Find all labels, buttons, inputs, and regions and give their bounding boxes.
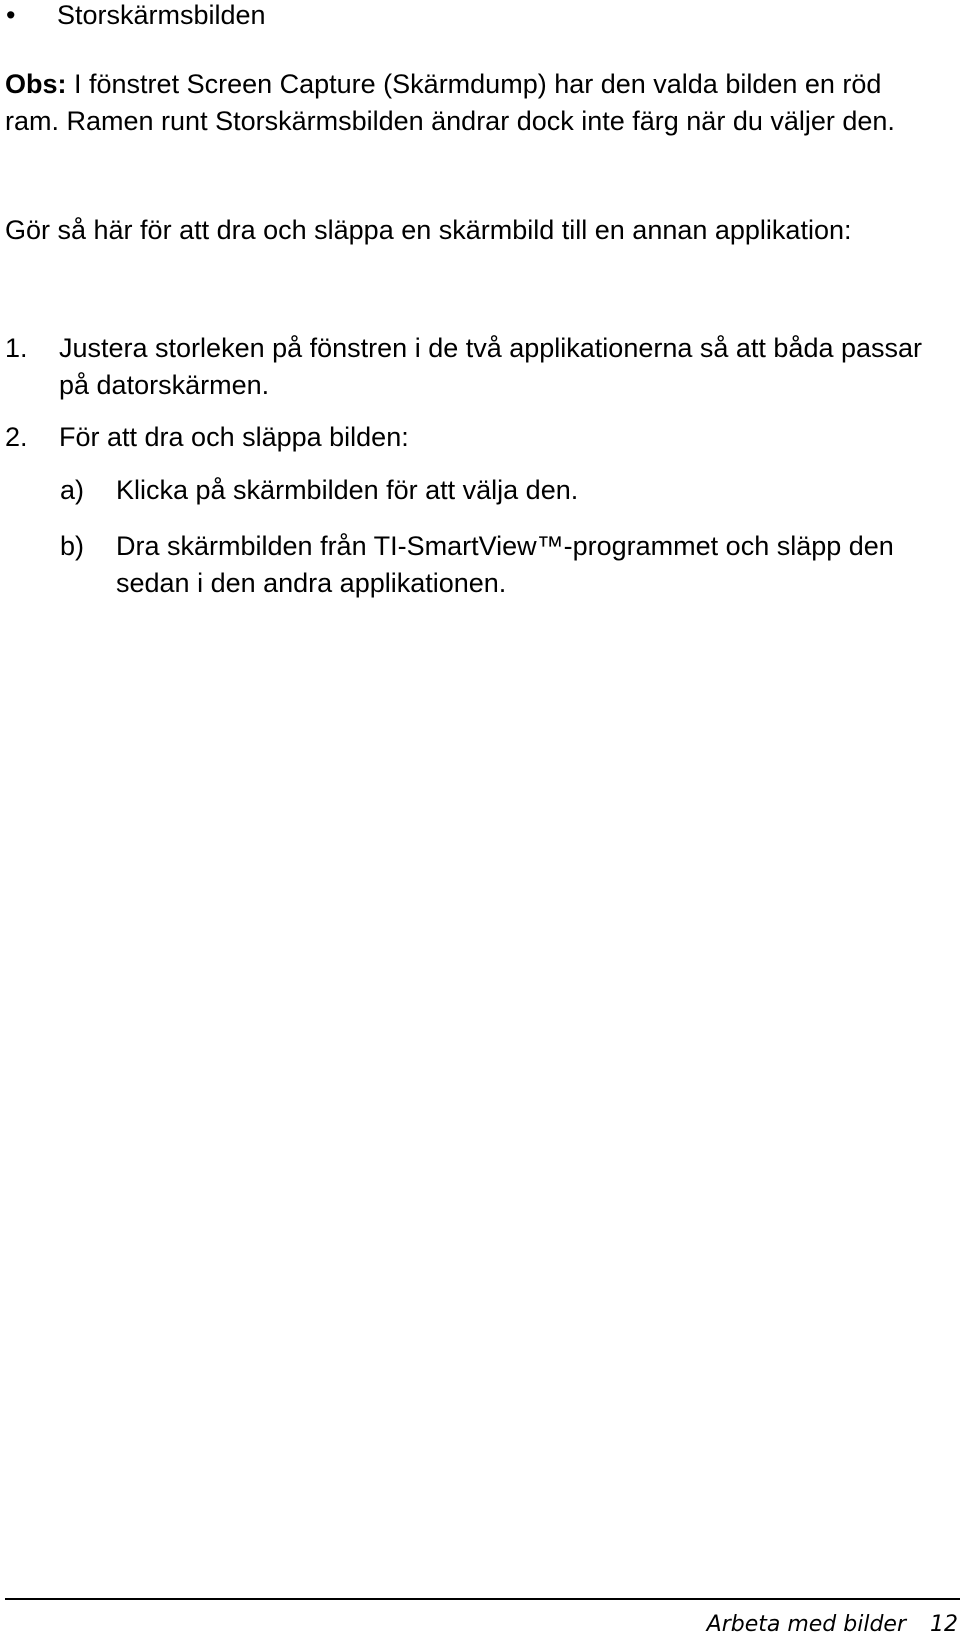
substep-letter: a) xyxy=(60,475,85,505)
step-text: Justera storleken på fönstren i de två applikationerna så att båda passar på datorskärmen. xyxy=(59,333,923,400)
note-label: Obs: xyxy=(5,69,67,99)
step-number: 1. xyxy=(5,333,28,363)
bullet-glyph: • xyxy=(6,0,16,30)
bullet-item xyxy=(6,0,946,34)
step-number: 2. xyxy=(5,422,28,452)
page-footer xyxy=(707,1610,958,1640)
note-paragraph xyxy=(5,66,925,140)
step-1 xyxy=(5,330,930,404)
footer-divider xyxy=(5,1598,960,1600)
substep-letter: b) xyxy=(60,531,85,561)
bullet-text: Storskärmsbilden xyxy=(57,0,266,30)
substep-text: Klicka på skärmbilden för att välja den. xyxy=(116,475,579,505)
intro-paragraph: Gör så här för att dra och släppa en skärmbild till en annan applikation: xyxy=(5,215,852,245)
substep-text: Dra skärmbilden från TI-SmartView™-programmet och släpp den sedan i den andra applikationen. xyxy=(116,531,894,598)
footer-section-title: Arbeta med bilder xyxy=(706,1612,906,1637)
substep-a xyxy=(60,472,960,509)
page-number: 12 xyxy=(930,1612,958,1637)
substep-b xyxy=(60,528,960,602)
step-text: För att dra och släppa bilden: xyxy=(59,422,409,452)
note-text: I fönstret Screen Capture (Skärmdump) har den valda bilden en röd ram. Ramen runt Storskärmsbilden ändrar dock inte färg när du väljer den. xyxy=(5,69,895,136)
step-2 xyxy=(5,419,930,456)
